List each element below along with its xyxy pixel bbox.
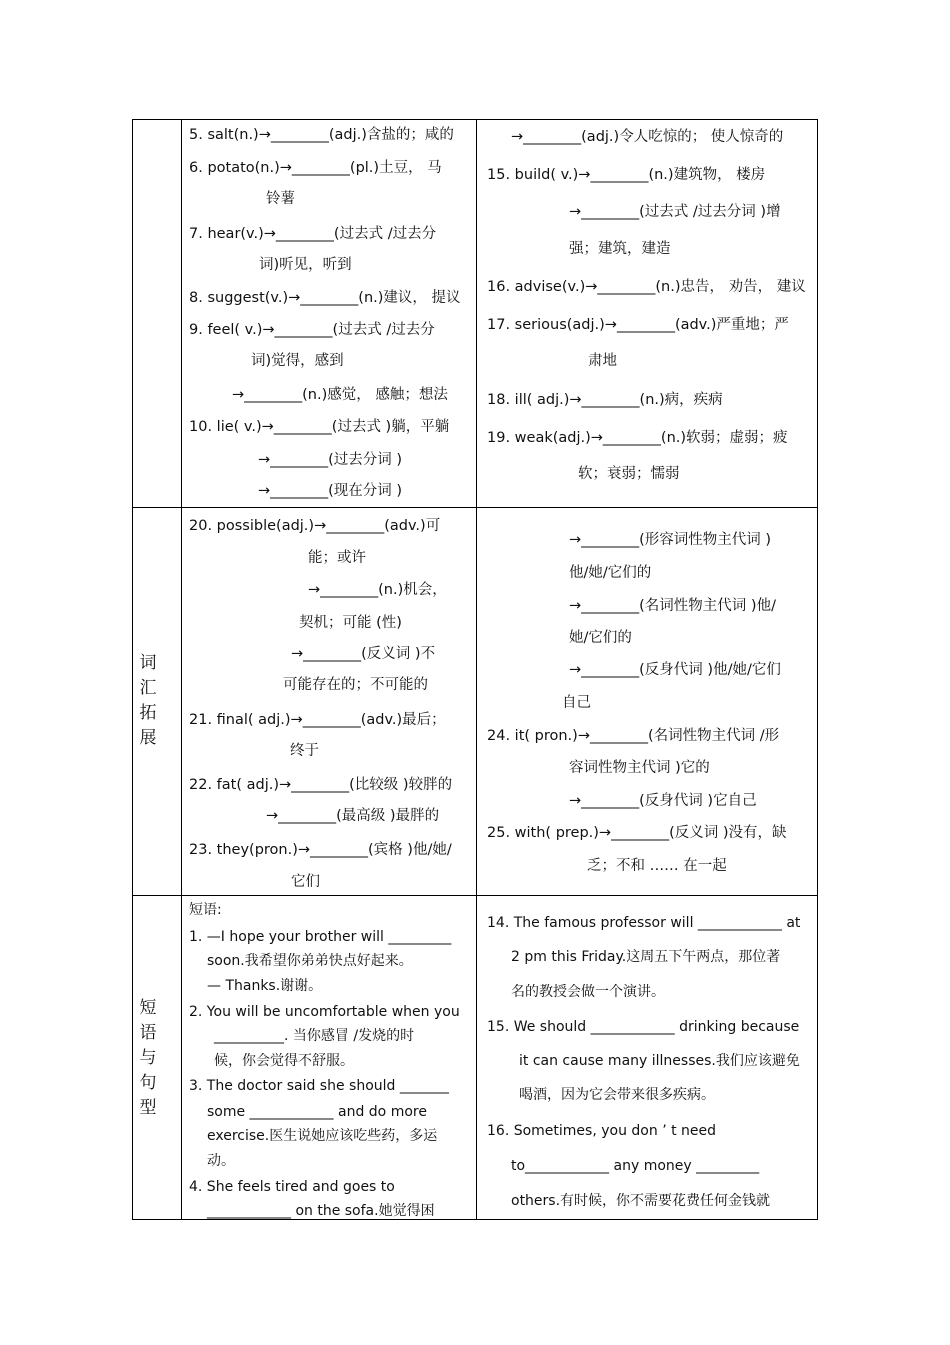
vocab-line: →________(n.)机会，	[308, 582, 447, 598]
section-label-vocab	[136, 651, 160, 751]
vocab-line: 24. it( pron.)→________(名词性物主代词 /形	[487, 728, 780, 744]
vocab-line: 强；建筑，建造	[569, 241, 671, 257]
vocab-line: 它们	[291, 874, 320, 890]
phrase-line: soon.我希望你弟弟快点好起来。	[207, 953, 413, 969]
table-divider-middle	[476, 119, 477, 1220]
label-char: 句	[139, 1073, 157, 1093]
phrase-line: exercise.医生说她应该吃些药，多运	[207, 1128, 438, 1144]
vocab-line: →________(过去式 /过去分词 )增	[569, 204, 781, 220]
label-char: 短	[139, 998, 157, 1018]
vocab-line: 契机；可能 (性)	[299, 615, 402, 631]
phrase-line: — Thanks.谢谢。	[207, 978, 323, 994]
vocab-line: →________(adj.)令人吃惊的； 使人惊奇的	[511, 129, 784, 145]
table-divider-label	[181, 119, 182, 1220]
vocab-line: 17. serious(adj.)→________(adv.)严重地；严	[487, 317, 789, 333]
vocab-line: →________(反身代词 )他/她/它们	[569, 662, 781, 678]
vocab-line: 词)听见，听到	[259, 257, 352, 273]
phrase-line: 2. You will be uncomfortable when you	[189, 1004, 460, 1020]
vocab-line: →________(n.)感觉， 感触；想法	[232, 387, 448, 403]
vocab-line: 20. possible(adj.)→________(adv.)可	[189, 518, 441, 534]
phrase-line: ____________ on the sofa.她觉得困	[207, 1203, 435, 1219]
phrase-line: 4. She feels tired and goes to	[189, 1179, 395, 1195]
vocab-line: 6. potato(n.)→________(pl.)土豆， 马	[189, 160, 442, 176]
vocab-line: 18. ill( adj.)→________(n.)病，疾病	[487, 392, 723, 408]
phrase-line: 动。	[207, 1153, 235, 1169]
table-border-top	[132, 119, 818, 120]
vocab-line: 乏；不和 …… 在一起	[587, 858, 727, 874]
vocab-line: 22. fat( adj.)→________(比较级 )较胖的	[189, 777, 453, 793]
vocab-line: 19. weak(adj.)→________(n.)软弱；虚弱；疲	[487, 430, 788, 446]
phrase-line: 3. The doctor said she should _______	[189, 1078, 449, 1094]
vocab-line: 16. advise(v.)→________(n.)忠告， 劝告， 建议	[487, 279, 806, 295]
vocab-line: →________(形容词性物主代词 )	[569, 532, 772, 548]
phrase-line: others.有时候，你不需要花费任何金钱就	[511, 1193, 771, 1209]
vocab-line: 25. with( prep.)→________(反义词 )没有，缺	[487, 825, 787, 841]
phrase-line: some ____________ and do more	[207, 1104, 427, 1120]
table-row-divider-1	[132, 507, 818, 508]
label-char: 型	[139, 1098, 157, 1118]
vocab-line: 词)觉得，感到	[251, 353, 344, 369]
phrase-line: 2 pm this Friday.这周五下午两点，那位著	[511, 949, 781, 965]
vocab-line: 8. suggest(v.)→________(n.)建议， 提议	[189, 290, 461, 306]
vocab-line: 7. hear(v.)→________(过去式 /过去分	[189, 226, 437, 242]
table-border-right	[817, 119, 818, 1220]
phrase-line: 名的教授会做一个演讲。	[511, 984, 665, 1000]
vocab-line: 终于	[290, 743, 319, 759]
phrase-line: 短语:	[189, 902, 222, 918]
phrase-line: 喝酒，因为它会带来很多疾病。	[519, 1087, 715, 1103]
vocab-line: 她/它们的	[569, 630, 632, 646]
phrase-line: it can cause many illnesses.我们应该避免	[519, 1053, 800, 1069]
vocab-line: 10. lie( v.)→________(过去式 )躺，平躺	[189, 419, 450, 435]
vocab-line: →________(反义词 )不	[291, 646, 436, 662]
vocab-line: 23. they(pron.)→________(宾格 )他/她/	[189, 842, 452, 858]
vocab-line: 铃薯	[266, 191, 295, 207]
phrase-line: __________. 当你感冒 /发烧的时	[214, 1028, 415, 1044]
vocab-line: →________(名词性物主代词 )他/	[569, 598, 776, 614]
vocab-line: 自己	[562, 695, 591, 711]
label-char: 汇	[139, 678, 157, 698]
vocab-line: 肃地	[588, 353, 617, 369]
phrase-line: 1. —I hope your brother will _________	[189, 929, 452, 945]
vocab-line: →________(现在分词 )	[258, 483, 403, 499]
label-char: 语	[139, 1023, 157, 1043]
label-char: 词	[139, 653, 157, 673]
vocab-line: 他/她/它们的	[569, 565, 652, 581]
vocab-line: 可能存在的；不可能的	[283, 677, 428, 693]
phrase-line: 16. Sometimes, you don ’ t need	[487, 1123, 717, 1139]
table-border-left	[132, 119, 133, 1220]
phrase-line: 15. We should ____________ drinking because	[487, 1019, 800, 1035]
vocab-line: →________(反身代词 )它自己	[569, 793, 757, 809]
vocab-line: 21. final( adj.)→________(adv.)最后；	[189, 712, 446, 728]
vocab-line: 15. build( v.)→________(n.)建筑物， 楼房	[487, 167, 766, 183]
vocab-line: 能；或许	[308, 550, 366, 566]
vocab-line: →________(最高级 )最胖的	[266, 808, 440, 824]
label-char: 展	[139, 728, 157, 748]
table-row-divider-2	[132, 895, 818, 896]
vocab-line: 软；衰弱；懦弱	[578, 466, 680, 482]
label-char: 拓	[139, 703, 157, 723]
vocab-line: 5. salt(n.)→________(adj.)含盐的；咸的	[189, 127, 454, 143]
section-label-phrases	[136, 996, 160, 1121]
vocab-line: 9. feel( v.)→________(过去式 /过去分	[189, 322, 435, 338]
phrase-line: 14. The famous professor will ____________ at	[487, 915, 801, 931]
vocab-line: →________(过去分词 )	[258, 452, 403, 468]
vocab-line: 容词性物主代词 )它的	[569, 760, 710, 776]
label-char: 与	[139, 1048, 157, 1068]
phrase-line: 候，你会觉得不舒服。	[214, 1053, 354, 1069]
phrase-line: to____________ any money _________	[511, 1158, 760, 1174]
